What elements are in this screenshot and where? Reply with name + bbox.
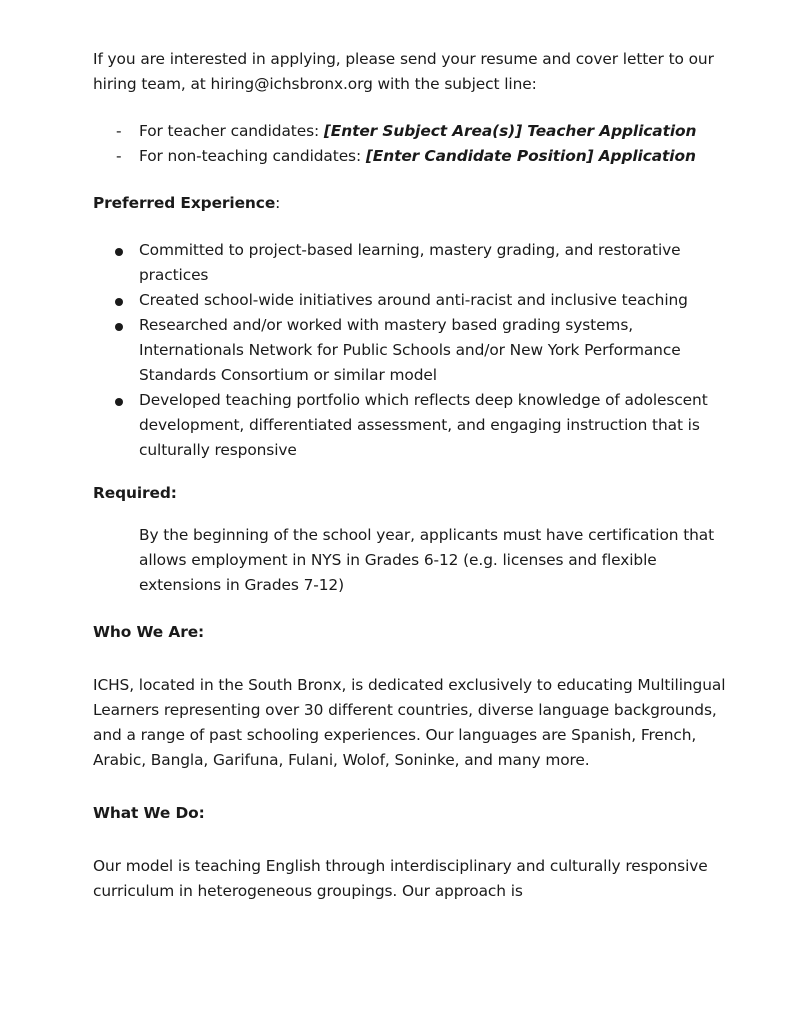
list-item (93, 238, 733, 288)
who-we-are-paragraph: ICHS, located in the South Bronx, is dedicated exclusively to educating Multilingual Learners representing over 30 different countries, diverse language backgrounds, and a range of past schooling experiences. Our languages are Spanish, French, Arabic, Bangla, Garifuna, Fulani, Wolof, Soninke, and many more. (93, 676, 726, 769)
heading-text: Preferred Experience (93, 194, 276, 212)
required-heading: Required: (93, 484, 177, 502)
bullet-icon (115, 323, 123, 331)
list-item-text: Researched and/or worked with mastery based grading systems, Internationals Network for Public Schools and/or New York Performance Standards Consortium or similar model (139, 316, 681, 384)
list-item (93, 313, 733, 388)
bullet-icon (115, 398, 123, 406)
list-item-text: Developed teaching portfolio which reflects deep knowledge of adolescent development, differentiated assessment, and engaging instruction that is culturally responsive (139, 391, 708, 459)
list-item-text: Committed to project-based learning, mastery grading, and restorative practices (139, 241, 681, 284)
who-we-are-heading: Who We Are: (93, 623, 205, 641)
list-item (93, 144, 733, 169)
subject-line-text: [Enter Candidate Position] Application (365, 147, 696, 165)
subject-line-prefix: For non-teaching candidates: (139, 147, 366, 165)
heading-colon: : (275, 194, 281, 212)
list-item (93, 119, 733, 144)
document-page (93, 47, 733, 904)
what-we-do-heading: What We Do: (93, 804, 205, 822)
what-we-do-paragraph: Our model is teaching English through interdisciplinary and culturally responsive curriculum in heterogeneous groupings. Our approach is (93, 857, 708, 900)
list-item (93, 288, 733, 313)
dash-marker: - (116, 147, 122, 165)
bullet-icon (115, 298, 123, 306)
required-paragraph: By the beginning of the school year, applicants must have certification that allows employment in NYS in Grades 6-12 (e.g. licenses and flexible extensions in Grades 7-12) (139, 526, 715, 594)
intro-paragraph: If you are interested in applying, please send your resume and cover letter to our hiring team, at hiring@ichsbronx.org with the subject line: (93, 50, 714, 93)
list-item (93, 388, 733, 463)
subject-line-text: [Enter Subject Area(s)] Teacher Application (323, 122, 697, 140)
dash-marker: - (116, 122, 122, 140)
bullet-icon (115, 248, 123, 256)
subject-line-list (93, 119, 733, 169)
list-item-text: Created school-wide initiatives around anti-racist and inclusive teaching (139, 291, 688, 309)
subject-line-prefix: For teacher candidates: (139, 122, 324, 140)
preferred-experience-list (93, 238, 733, 463)
preferred-experience-heading (93, 191, 733, 216)
